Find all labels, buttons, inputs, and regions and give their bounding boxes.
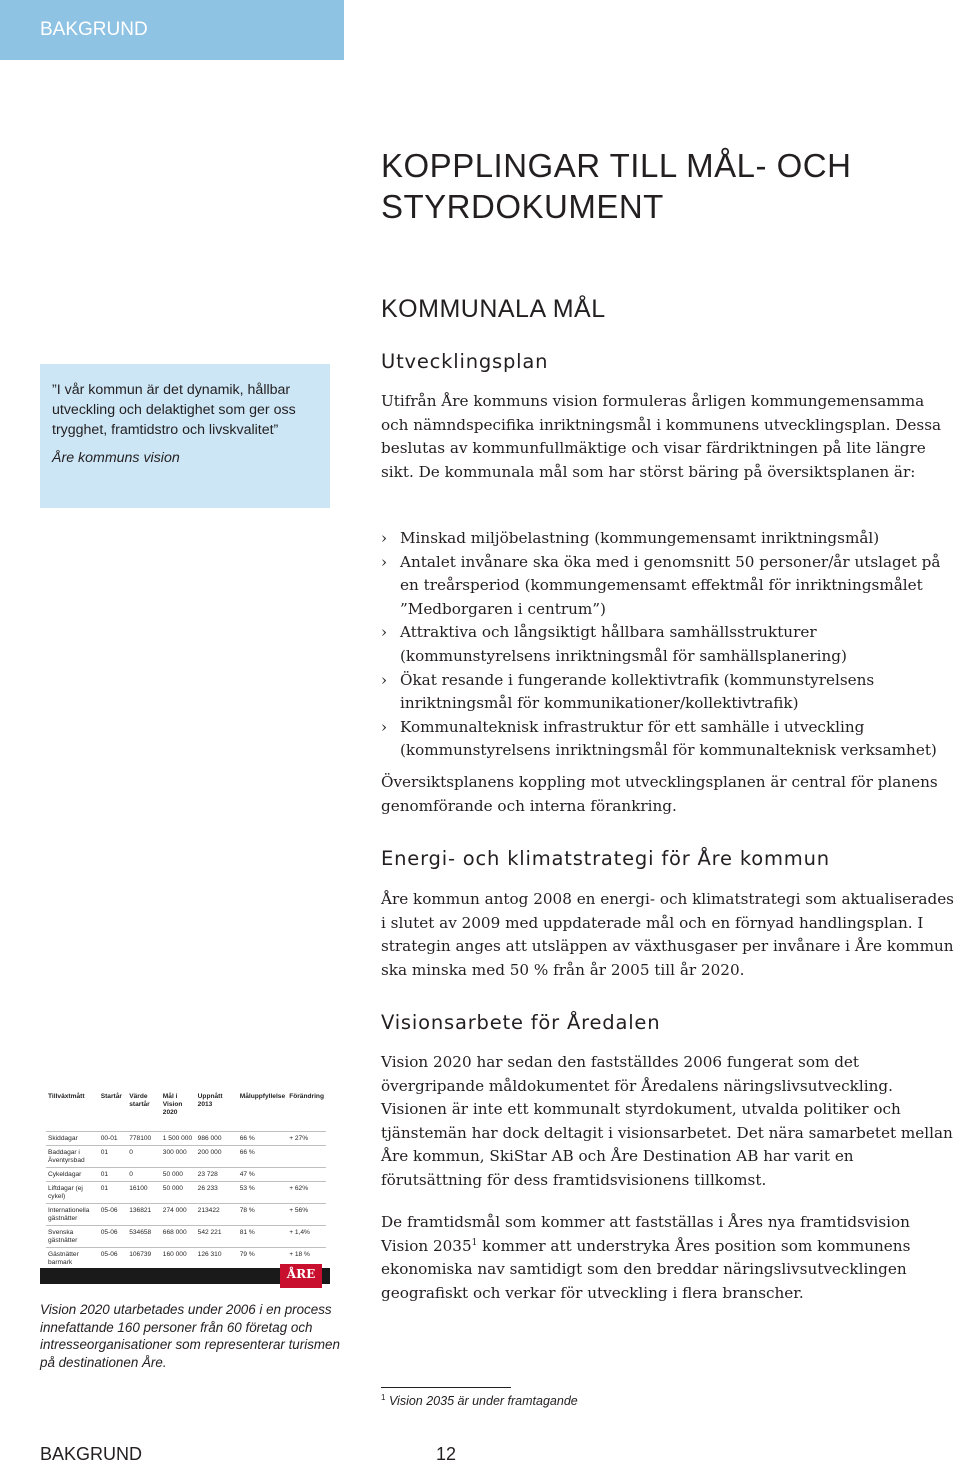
visionsarbete-paragraph-1: Vision 2020 har sedan den fastställdes 2006 fungerat som det övergripande måldokumentet för Åredalens näringslivsutveckling. Visionen är inte ett kommunalt styrdokument, utvalda politiker och tjänstemän har dock deltagit i visionsarbetet. Det nära samarbetet mellan Åre kommun, SkiStar AB och Åre Destination AB har varit en förutsättning för dess framtidsvisionens tillkomst. (381, 1053, 953, 1189)
goal-list-item (381, 621, 956, 668)
goal-list-item (381, 716, 956, 763)
table-cell: 00-01 (99, 1132, 128, 1146)
table-cell: 986 000 (196, 1132, 238, 1146)
energi-paragraph: Åre kommun antog 2008 en energi- och klimatstrategi som aktualiserades i slutet av 2009 med uppdaterade mål och en förnyad handlingsplan. I strategin anges att utsläppen av växthusgaser per invånare i Åre kommun ska minska med 50 % från år 2005 till år 2020. (381, 890, 954, 979)
table-cell: Gästnätter barmark (46, 1248, 99, 1270)
table-cell: 50 000 (161, 1168, 196, 1182)
goal-text: Kommunalteknisk infrastruktur för ett samhälle i utveckling (kommunstyrelsens inriktningsmål för kommunalteknisk verksamhet) (400, 717, 937, 760)
table-cell: 213422 (196, 1204, 238, 1226)
table-cell: 26 233 (196, 1182, 238, 1204)
table-cell (287, 1168, 326, 1182)
table-cell: 66 % (238, 1146, 287, 1168)
table-cell: 668 000 (161, 1226, 196, 1248)
visionsarbete-paragraph-2 (381, 1211, 956, 1305)
goal-text: Minskad miljöbelastning (kommungemensamt inriktningsmål) (400, 529, 880, 547)
table-cell: 01 (99, 1146, 128, 1168)
vision-2020-table-image (40, 1088, 330, 1296)
table-cell: 01 (99, 1182, 128, 1204)
column-header: Tillväxtmått (48, 1093, 85, 1100)
table-cell: Cykeldagar (46, 1168, 99, 1182)
table-cell: Internationella gästnätter (46, 1204, 99, 1226)
goal-list-item (381, 551, 956, 622)
goal-text: Ökat resande i fungerande kollektivtrafik (kommunstyrelsens inriktningsmål för kommunikationer/kollektivtrafik) (400, 670, 875, 713)
footnote (381, 1393, 881, 1409)
chevron-bullet-icon: › (381, 552, 388, 571)
quote-attribution: Åre kommuns vision (52, 450, 180, 466)
table-cell: 106739 (127, 1248, 161, 1270)
table-cell: 05-06 (99, 1248, 128, 1270)
table-cell: 50 000 (161, 1182, 196, 1204)
goal-text: Attraktiva och långsiktigt hållbara samhällsstrukturer (kommunstyrelsens inriktningsmål för samhällsplanering) (400, 623, 847, 665)
column-header: Uppnått 2013 (197, 1093, 223, 1108)
goal-list-item (381, 527, 956, 551)
table-cell: 79 % (238, 1248, 287, 1270)
table-cell: 300 000 (161, 1146, 196, 1168)
column-header: Mål i Vision 2020 (162, 1093, 183, 1116)
table-cell: 136821 (127, 1204, 161, 1226)
section-title: KOMMUNALA MÅL (381, 295, 606, 323)
table-row (46, 1168, 326, 1182)
visionsarbete-heading: Visionsarbete för Åredalen (381, 1011, 661, 1034)
utvecklingsplan-heading: Utvecklingsplan (381, 350, 549, 373)
table-cell: + 18 % (287, 1248, 326, 1270)
table-cell: 0 (127, 1168, 161, 1182)
table-row (46, 1226, 326, 1248)
table-cell: 778100 (127, 1132, 161, 1146)
table-cell: 01 (99, 1168, 128, 1182)
footnote-marker: 1 (381, 1392, 386, 1402)
table-cell: + 1,4% (287, 1226, 326, 1248)
table-cell: 534658 (127, 1226, 161, 1248)
table-cell: 23 728 (196, 1168, 238, 1182)
table-cell: 542 221 (196, 1226, 238, 1248)
are-logo: ÅRE (280, 1264, 322, 1288)
table-cell: 16100 (127, 1182, 161, 1204)
chevron-bullet-icon: › (381, 623, 388, 642)
quote-text: ”I vår kommun är det dynamik, hållbar utveckling och delaktighet som ger oss trygghet, framtidstro och livskvalitet” (52, 382, 296, 438)
column-header: Förändring (289, 1093, 324, 1100)
table-cell: Baddagar i Äventyrsbad (46, 1146, 99, 1168)
table-row (46, 1132, 326, 1146)
footer-section-label: BAKGRUND (40, 1444, 143, 1464)
table-cell: Skiddagar (46, 1132, 99, 1146)
chevron-bullet-icon: › (381, 670, 388, 689)
table-cell: + 27% (287, 1132, 326, 1146)
vision-quote-box (40, 364, 330, 508)
table-cell: 126 310 (196, 1248, 238, 1270)
footnote-reference: 1 (471, 1237, 478, 1248)
footnote-divider (381, 1387, 511, 1388)
footnote-text: Vision 2035 är under framtagande (388, 1394, 578, 1408)
utvecklingsplan-conclusion: Översiktsplanens koppling mot utvecklingsplanen är central för planens genomförande och interna förankring. (381, 773, 938, 815)
column-header: Startår (100, 1093, 122, 1100)
table-cell: 05-06 (99, 1204, 128, 1226)
table-cell: 81 % (238, 1226, 287, 1248)
chevron-bullet-icon: › (381, 717, 388, 736)
table-row (46, 1182, 326, 1204)
table-cell: 200 000 (196, 1146, 238, 1168)
chevron-bullet-icon: › (381, 529, 388, 547)
utvecklingsplan-goal-list (381, 527, 956, 763)
table-cell: Svenska gästnätter (46, 1226, 99, 1248)
table-cell (287, 1146, 326, 1168)
table-header-row (46, 1088, 326, 1132)
table-cell: 274 000 (161, 1204, 196, 1226)
table-cell: 05-06 (99, 1226, 128, 1248)
vision-2020-table (46, 1088, 326, 1269)
table-cell: + 56% (287, 1204, 326, 1226)
header-section-tab: BAKGRUND (0, 0, 344, 60)
table-cell: + 62% (287, 1182, 326, 1204)
table-row (46, 1204, 326, 1226)
page-number: 12 (436, 1444, 457, 1464)
table-cell: 47 % (238, 1168, 287, 1182)
page-title: KOPPLINGAR TILL MÅL- OCH STYRDOKUMENT (381, 147, 852, 225)
table-row (46, 1146, 326, 1168)
column-header: Måluppfyllelse (239, 1093, 286, 1100)
goal-text: Antalet invånare ska öka med i genomsnitt 50 personer/år utslaget på en treårsperiod (kommungemensamt effektmål för inriktningsmålet ”Medborgaren i centrum”) (400, 552, 941, 618)
table-cell: Liftdagar (ej cykel) (46, 1182, 99, 1204)
table-cell: 1 500 000 (161, 1132, 196, 1146)
image-caption: Vision 2020 utarbetades under 2006 i en process innefattande 160 personer från 60 företag och intresseorganisationer som representerar turismen på destinationen Åre. (40, 1302, 340, 1370)
goal-list-item (381, 669, 956, 716)
table-cell: 53 % (238, 1182, 287, 1204)
paragraph-text: De framtidsmål som kommer att fastställas i Åres nya framtidsvision Vision 2035 (381, 1213, 910, 1255)
column-header: Värde startår (129, 1093, 150, 1108)
table-cell: 160 000 (161, 1248, 196, 1270)
energi-heading: Energi- och klimatstrategi för Åre kommun (381, 847, 830, 870)
table-cell: 66 % (238, 1132, 287, 1146)
paragraph-text: kommer att understryka Åres position som kommunens ekonomiska nav samtidigt som den breddar näringslivsutvecklingen geografiskt och verkar för utveckling i flera branscher. (381, 1236, 911, 1302)
utvecklingsplan-intro: Utifrån Åre kommuns vision formuleras årligen kommungemensamma och nämndspecifika inriktningsmål i kommunens utvecklingsplan. Dessa beslutas av kommunfullmäktige och visar färdriktningen på lite längre sikt. De kommunala mål som har störst bäring på översiktsplanen är: (381, 392, 942, 481)
table-cell: 0 (127, 1146, 161, 1168)
table-cell: 78 % (238, 1204, 287, 1226)
